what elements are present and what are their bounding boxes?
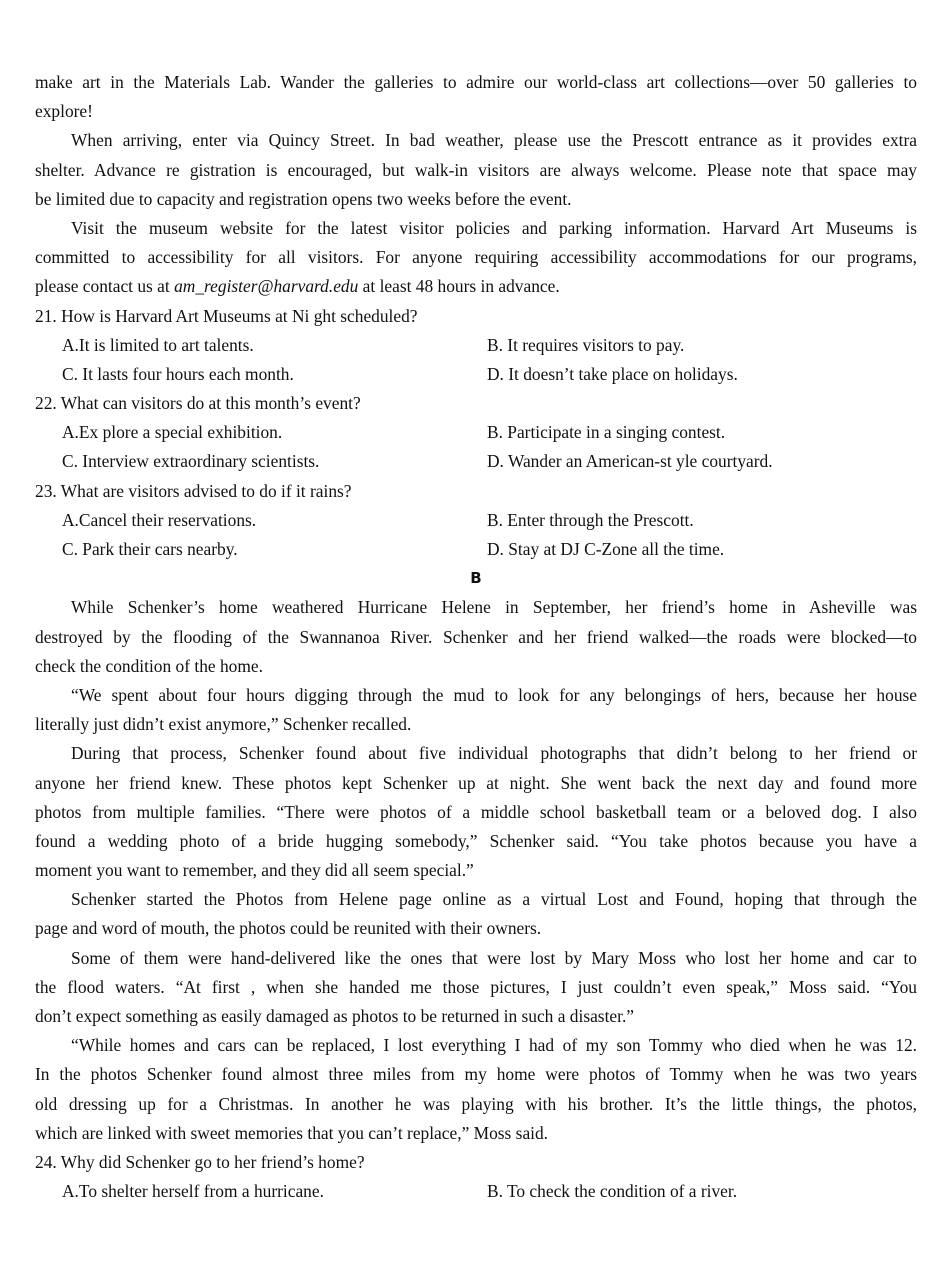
- option-row: [35, 331, 917, 360]
- question-stem: 22. What can visitors do at this month’s event?: [35, 393, 361, 414]
- text-line: shelter. Advance re gistration is encouraged, but walk-in visitors are always welcome. Please note that space may: [35, 159, 917, 180]
- text-line: which are linked with sweet memories that you can’t replace,” Moss said.: [35, 1122, 549, 1143]
- text-line: When arriving, enter via Quincy Street. In bad weather, please use the Prescott entrance as it provides extra: [71, 130, 917, 151]
- text-line: Schenker started the Photos from Helene page online as a virtual Lost and Found, hoping that through the: [71, 889, 917, 910]
- option-row: [35, 1177, 917, 1206]
- text-line: the flood waters. “At first , when she handed me those pictures, I just couldn’t even speak,” Moss said. “You: [35, 976, 917, 997]
- option-b: B. To check the condition of a river.: [487, 1181, 738, 1202]
- text-line: [35, 272, 917, 301]
- text-line: found a wedding photo of a bride hugging somebody,” Schenker said. “You take photos because you have a: [35, 830, 917, 851]
- option-row: [35, 418, 917, 447]
- option-b: B. Participate in a singing contest.: [487, 422, 726, 443]
- text-line: explore!: [35, 101, 93, 122]
- option-c: C. Park their cars nearby.: [62, 539, 238, 559]
- text-line: moment you want to remember, and they did all seem special.”: [35, 860, 474, 881]
- option-a: A.Ex plore a special exhibition.: [62, 422, 283, 443]
- passage-b-paragraph-1: [35, 593, 917, 681]
- text-line: “While homes and cars can be replaced, I lost everything I had of my son Tommy who died when he was 12.: [71, 1035, 917, 1056]
- passage-a-paragraph-2: [35, 214, 917, 302]
- text-line: While Schenker’s home weathered Hurricane Helene in September, her friend’s home in Asheville was: [71, 597, 917, 618]
- question-22: [35, 389, 917, 477]
- option-a: A.To shelter herself from a hurricane.: [62, 1181, 324, 1202]
- question-21: [35, 302, 917, 390]
- option-row: [35, 447, 917, 476]
- email-address: am_register@harvard.edu: [174, 276, 359, 297]
- option-row: [35, 360, 917, 389]
- passage-a-paragraph-0: [35, 68, 917, 126]
- text-line: be limited due to capacity and registration opens two weeks before the event.: [35, 188, 572, 209]
- section-heading: B: [470, 569, 482, 588]
- passage-b-paragraph-2: [35, 681, 917, 739]
- text-line: Some of them were hand-delivered like the ones that were lost by Mary Moss who lost her home and car to: [71, 947, 917, 968]
- option-a: A.It is limited to art talents.: [62, 334, 254, 355]
- option-b: B. Enter through the Prescott.: [487, 509, 694, 530]
- text-line: page and word of mouth, the photos could be reunited with their owners.: [35, 918, 542, 939]
- question-stem: 24. Why did Schenker go to her friend’s home?: [35, 1151, 365, 1172]
- text-line: destroyed by the flooding of the Swannanoa River. Schenker and her friend walked—the roads were blocked—to: [35, 626, 917, 647]
- text-line: “We spent about four hours digging through the mud to look for any belongings of hers, because her house: [71, 684, 917, 705]
- option-d: D. It doesn’t take place on holidays.: [487, 363, 738, 384]
- question-stem: 21. How is Harvard Art Museums at Ni ght scheduled?: [35, 305, 418, 326]
- text-line: old dressing up for a Christmas. In another he was playing with his brother. It’s the little things, the photos,: [35, 1093, 917, 1114]
- text-line: don’t expect something as easily damaged as photos to be returned in such a disaster.”: [35, 1006, 635, 1026]
- text-line: committed to accessibility for all visitors. For anyone requiring accessibility accommodations for our programs,: [35, 247, 917, 268]
- option-c: C. It lasts four hours each month.: [62, 363, 294, 384]
- text-line: make art in the Materials Lab. Wander the galleries to admire our world-class art collections—over 50 galleries to: [35, 72, 917, 92]
- exam-page: [35, 68, 917, 1206]
- text-line: anyone her friend knew. These photos kept Schenker up at night. She went back the next day and found more: [35, 772, 917, 793]
- text-line: Visit the museum website for the latest visitor policies and parking information. Harvard Art Museums is: [71, 217, 917, 238]
- text-line: check the condition of the home.: [35, 655, 263, 676]
- passage-b-paragraph-4: [35, 885, 917, 943]
- text-line: photos from multiple families. “There were photos of a middle school basketball team or a beloved dog. I also: [35, 801, 917, 822]
- option-row: [35, 506, 917, 535]
- passage-b-paragraph-5: [35, 944, 917, 1032]
- passage-b-paragraph-3: [35, 739, 917, 885]
- passage-a-paragraph-1: [35, 126, 917, 214]
- text-span: at least 48 hours in advance.: [358, 276, 560, 297]
- option-b: B. It requires visitors to pay.: [487, 334, 685, 355]
- option-c: C. Interview extraordinary scientists.: [62, 451, 320, 472]
- text-line: During that process, Schenker found about five individual photographs that didn’t belong to her friend or: [71, 743, 917, 764]
- text-line: In the photos Schenker found almost three miles from my home were photos of Tommy when he was two years: [35, 1064, 917, 1085]
- text-line: literally just didn’t exist anymore,” Schenker recalled.: [35, 714, 412, 735]
- option-d: D. Wander an American-st yle courtyard.: [487, 451, 773, 472]
- question-stem: 23. What are visitors advised to do if it rains?: [35, 480, 352, 501]
- text-span: please contact us at: [35, 276, 175, 297]
- option-d: D. Stay at DJ C-Zone all the time.: [487, 539, 725, 559]
- passage-b-paragraph-6: [35, 1031, 917, 1148]
- question-23: [35, 477, 917, 565]
- question-24: [35, 1148, 917, 1206]
- option-row: [35, 535, 917, 564]
- option-a: A.Cancel their reservations.: [62, 509, 257, 530]
